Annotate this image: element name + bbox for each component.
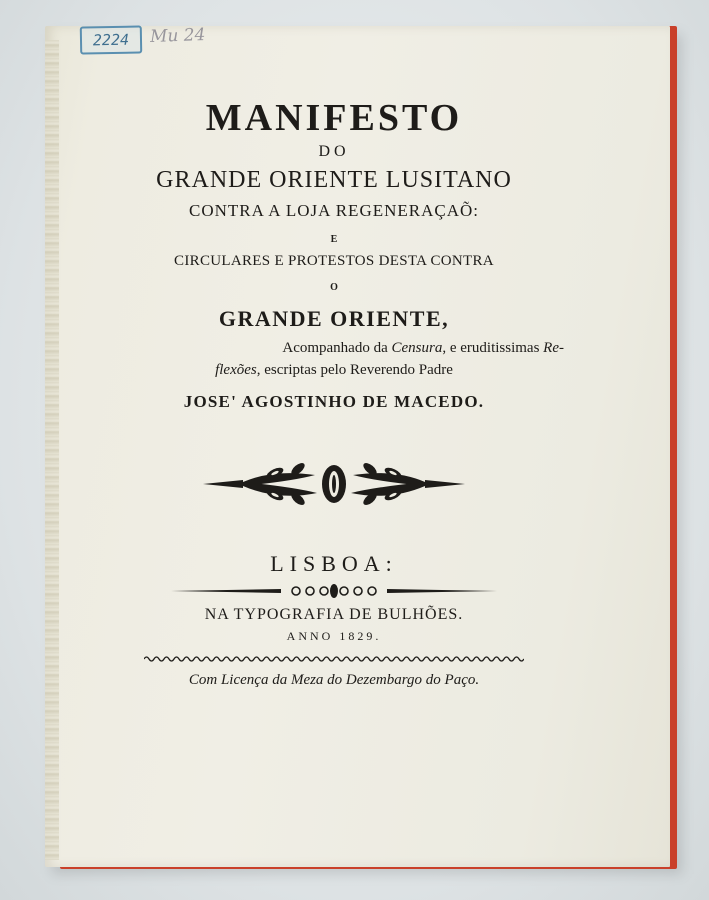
imprint-printer: NA TYPOGRAFIA DE BULHÕES. xyxy=(204,606,464,623)
title-contra-loja: CONTRA A LOJA REGENERAÇAÕ: xyxy=(189,201,479,220)
re-italic: Re- xyxy=(543,340,564,356)
deckled-spine-edge xyxy=(45,40,59,860)
subtitle-line-1 xyxy=(104,337,564,359)
floral-ornament-icon xyxy=(203,461,465,507)
author-name: JOSE' AGOSTINHO DE MACEDO. xyxy=(183,392,485,411)
stamp-number: 2224 xyxy=(92,30,130,50)
handwritten-shelf-note: Mu 24 xyxy=(149,25,206,47)
acomp-text-1: Acompanhado da xyxy=(282,340,392,356)
title-e: E xyxy=(330,234,338,245)
title-manifesto: MANIFESTO xyxy=(205,97,463,139)
title-grande-oriente: GRANDE ORIENTE, xyxy=(218,306,450,331)
acomp-text-2: , e eruditissimas xyxy=(442,340,544,356)
title-o: O xyxy=(330,282,338,293)
title-do: DO xyxy=(318,143,350,160)
title-page-text xyxy=(100,96,568,693)
title-circulares: CIRCULARES E PROTESTOS DESTA CONTRA xyxy=(174,253,494,269)
imprint-city: LISBOA: xyxy=(270,551,398,576)
imprint-year: ANNO 1829. xyxy=(286,629,382,643)
wavy-divider-icon xyxy=(144,655,524,663)
acomp-text-3: , escriptas pelo Reverendo Padre xyxy=(256,362,453,378)
title-grande-oriente-lusitano: GRANDE ORIENTE LUSITANO xyxy=(156,167,512,193)
licence-line: Com Licença da Meza do Dezembargo do Paço. xyxy=(188,672,480,688)
subtitle-line-2 xyxy=(100,359,568,381)
ornamental-rule-icon xyxy=(171,583,497,599)
library-stamp xyxy=(80,25,142,54)
censura-italic: Censura xyxy=(391,340,443,356)
flexoes-italic: flexões xyxy=(215,362,257,378)
